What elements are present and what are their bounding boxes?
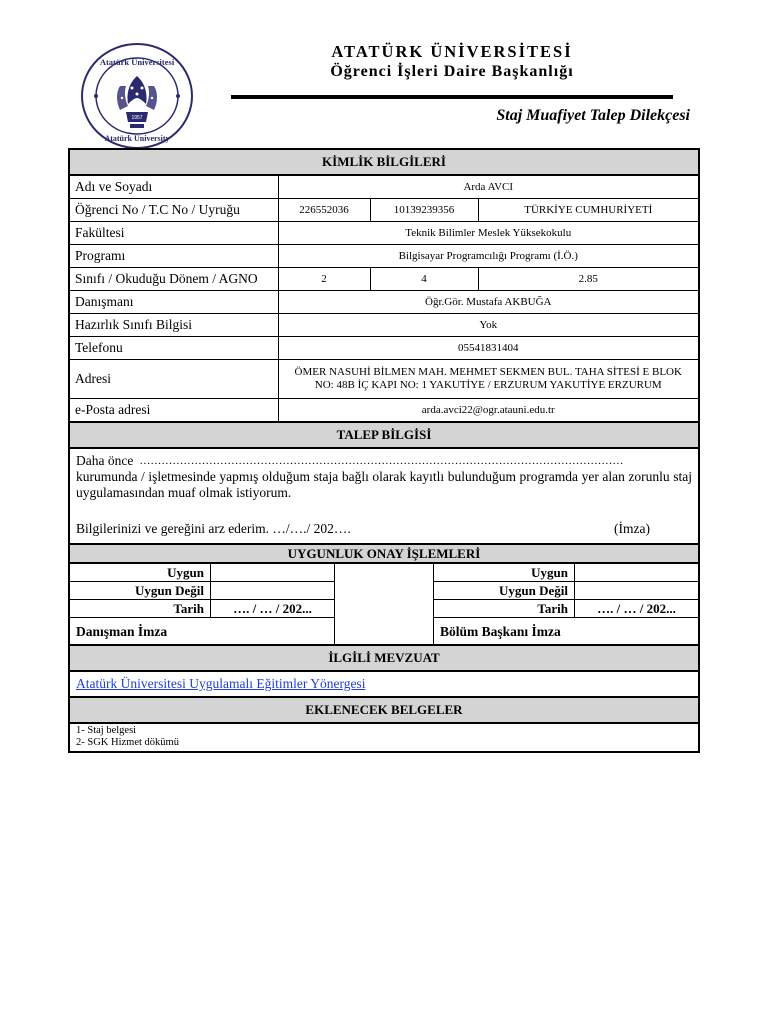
section-heading-onay: UYGUNLUK ONAY İŞLEMLERİ bbox=[70, 543, 698, 564]
request-blank-dots[interactable]: …………………………………………………………………………………………………………………… bbox=[139, 455, 624, 467]
table-row bbox=[70, 337, 698, 360]
head-approval bbox=[434, 564, 698, 644]
svg-text:Atatürk University bbox=[104, 134, 169, 143]
value-sinif: 2 bbox=[278, 268, 370, 291]
label-sinif: Sınıfı / Okuduğu Dönem / AGNO bbox=[70, 268, 278, 291]
advisor-tarih-label: Tarih bbox=[70, 600, 211, 617]
value-telefon: 05541831404 bbox=[278, 337, 698, 360]
request-prefix: Daha önce bbox=[76, 453, 134, 468]
request-body: kurumunda / işletmesinde yapmış olduğum staja bağlı olarak kayıtlı bulunduğum programda yer alan zorunlu staj uygulamasından muaf olmak istiyorum. bbox=[76, 469, 692, 500]
value-ad-soyad: Arda AVCI bbox=[278, 176, 698, 199]
approval-spacer bbox=[334, 564, 434, 644]
table-row bbox=[70, 199, 698, 222]
approval-grid bbox=[70, 564, 698, 646]
value-hazirlik: Yok bbox=[278, 314, 698, 337]
value-donem: 4 bbox=[370, 268, 478, 291]
label-telefon: Telefonu bbox=[70, 337, 278, 360]
logo-text-top: Atatürk Üniversitesi bbox=[99, 57, 175, 67]
value-agno: 2.85 bbox=[478, 268, 698, 291]
section-heading-kimlik: KİMLİK BİLGİLERİ bbox=[70, 150, 698, 176]
value-tc-no: 10139239356 bbox=[370, 199, 478, 222]
value-program: Bilgisayar Programcılığı Programı (İ.Ö.) bbox=[278, 245, 698, 268]
university-name: ATATÜRK ÜNİVERSİTESİ bbox=[331, 42, 573, 61]
petition-form bbox=[68, 148, 700, 753]
advisor-tarih-value[interactable]: …. / … / 202... bbox=[233, 601, 312, 616]
regulation-link[interactable]: Atatürk Üniversitesi Uygulamalı Eğitimler Yönergesi bbox=[76, 676, 366, 691]
label-fakulte: Fakültesi bbox=[70, 222, 278, 245]
request-closing: Bilgilerinizi ve gereğini arz ederim. …/…./ 202…. bbox=[76, 521, 351, 536]
list-item: 1- Staj belgesi bbox=[76, 725, 137, 736]
head-uygun-label: Uygun bbox=[434, 564, 575, 581]
label-hazirlik: Hazırlık Sınıfı Bilgisi bbox=[70, 314, 278, 337]
signature-label: (İmza) bbox=[614, 521, 650, 536]
list-item: 2- SGK Hizmet dökümü bbox=[76, 737, 179, 748]
section-heading-belgeler: EKLENECEK BELGELER bbox=[70, 696, 698, 724]
table-row bbox=[70, 222, 698, 245]
university-logo bbox=[80, 42, 194, 150]
label-adres: Adresi bbox=[70, 360, 278, 399]
advisor-uygun-box[interactable] bbox=[211, 564, 334, 581]
header-divider bbox=[231, 95, 673, 99]
logo-text-bottom: Atatürk University bbox=[104, 134, 170, 143]
head-uygun-degil-box[interactable] bbox=[575, 582, 698, 599]
advisor-uygun-degil-label: Uygun Değil bbox=[70, 582, 211, 599]
value-adres: ÖMER NASUHİ BİLMEN MAH. MEHMET SEKMEN BUL. TAHA SİTESİ E BLOK NO: 48B İÇ KAPI NO: 1 YAKUTİYE / ERZURUM YAKUTİYE ERZURUM bbox=[278, 360, 698, 399]
section-heading-mevzuat: İLGİLİ MEVZUAT bbox=[70, 646, 698, 672]
value-danisman: Öğr.Gör. Mustafa AKBUĞA bbox=[278, 291, 698, 314]
advisor-uygun-label: Uygun bbox=[70, 564, 211, 581]
value-ogrenci-no: 226552036 bbox=[278, 199, 370, 222]
identity-table bbox=[70, 176, 698, 421]
regulation-row bbox=[70, 672, 698, 696]
request-text-block bbox=[70, 449, 698, 543]
value-fakulte: Teknik Bilimler Meslek Yüksekokulu bbox=[278, 222, 698, 245]
table-row bbox=[70, 245, 698, 268]
svg-text:Atatürk Üniversitesi bbox=[100, 57, 175, 67]
table-row bbox=[70, 176, 698, 199]
head-uygun-degil-label: Uygun Değil bbox=[434, 582, 575, 599]
head-uygun-box[interactable] bbox=[575, 564, 698, 581]
advisor-approval bbox=[70, 564, 334, 644]
table-row bbox=[70, 314, 698, 337]
table-row bbox=[70, 268, 698, 291]
table-row bbox=[70, 360, 698, 399]
value-uyruk: TÜRKİYE CUMHURİYETİ bbox=[478, 199, 698, 222]
label-program: Programı bbox=[70, 245, 278, 268]
advisor-uygun-degil-box[interactable] bbox=[211, 582, 334, 599]
document-title: Staj Muafiyet Talep Dilekçesi bbox=[496, 107, 690, 124]
value-eposta: arda.avci22@ogr.atauni.edu.tr bbox=[278, 399, 698, 422]
advisor-signature: Danışman İmza bbox=[76, 624, 168, 639]
head-tarih-label: Tarih bbox=[434, 600, 575, 617]
head-tarih-value[interactable]: …. / … / 202... bbox=[597, 601, 676, 616]
label-danisman: Danışmanı bbox=[70, 291, 278, 314]
table-row bbox=[70, 399, 698, 422]
label-ad-soyad: Adı ve Soyadı bbox=[70, 176, 278, 199]
svg-text:1957 bbox=[131, 115, 142, 121]
documents-list bbox=[70, 724, 698, 751]
section-heading-talep: TALEP BİLGİSİ bbox=[70, 421, 698, 449]
head-signature: Bölüm Başkanı İmza bbox=[440, 624, 561, 639]
logo-year: 1957 bbox=[131, 115, 143, 121]
table-row bbox=[70, 291, 698, 314]
label-eposta: e-Posta adresi bbox=[70, 399, 278, 422]
label-ogrenci-no: Öğrenci No / T.C No / Uyruğu bbox=[70, 199, 278, 222]
department-name: Öğrenci İşleri Daire Başkanlığı bbox=[330, 63, 574, 80]
